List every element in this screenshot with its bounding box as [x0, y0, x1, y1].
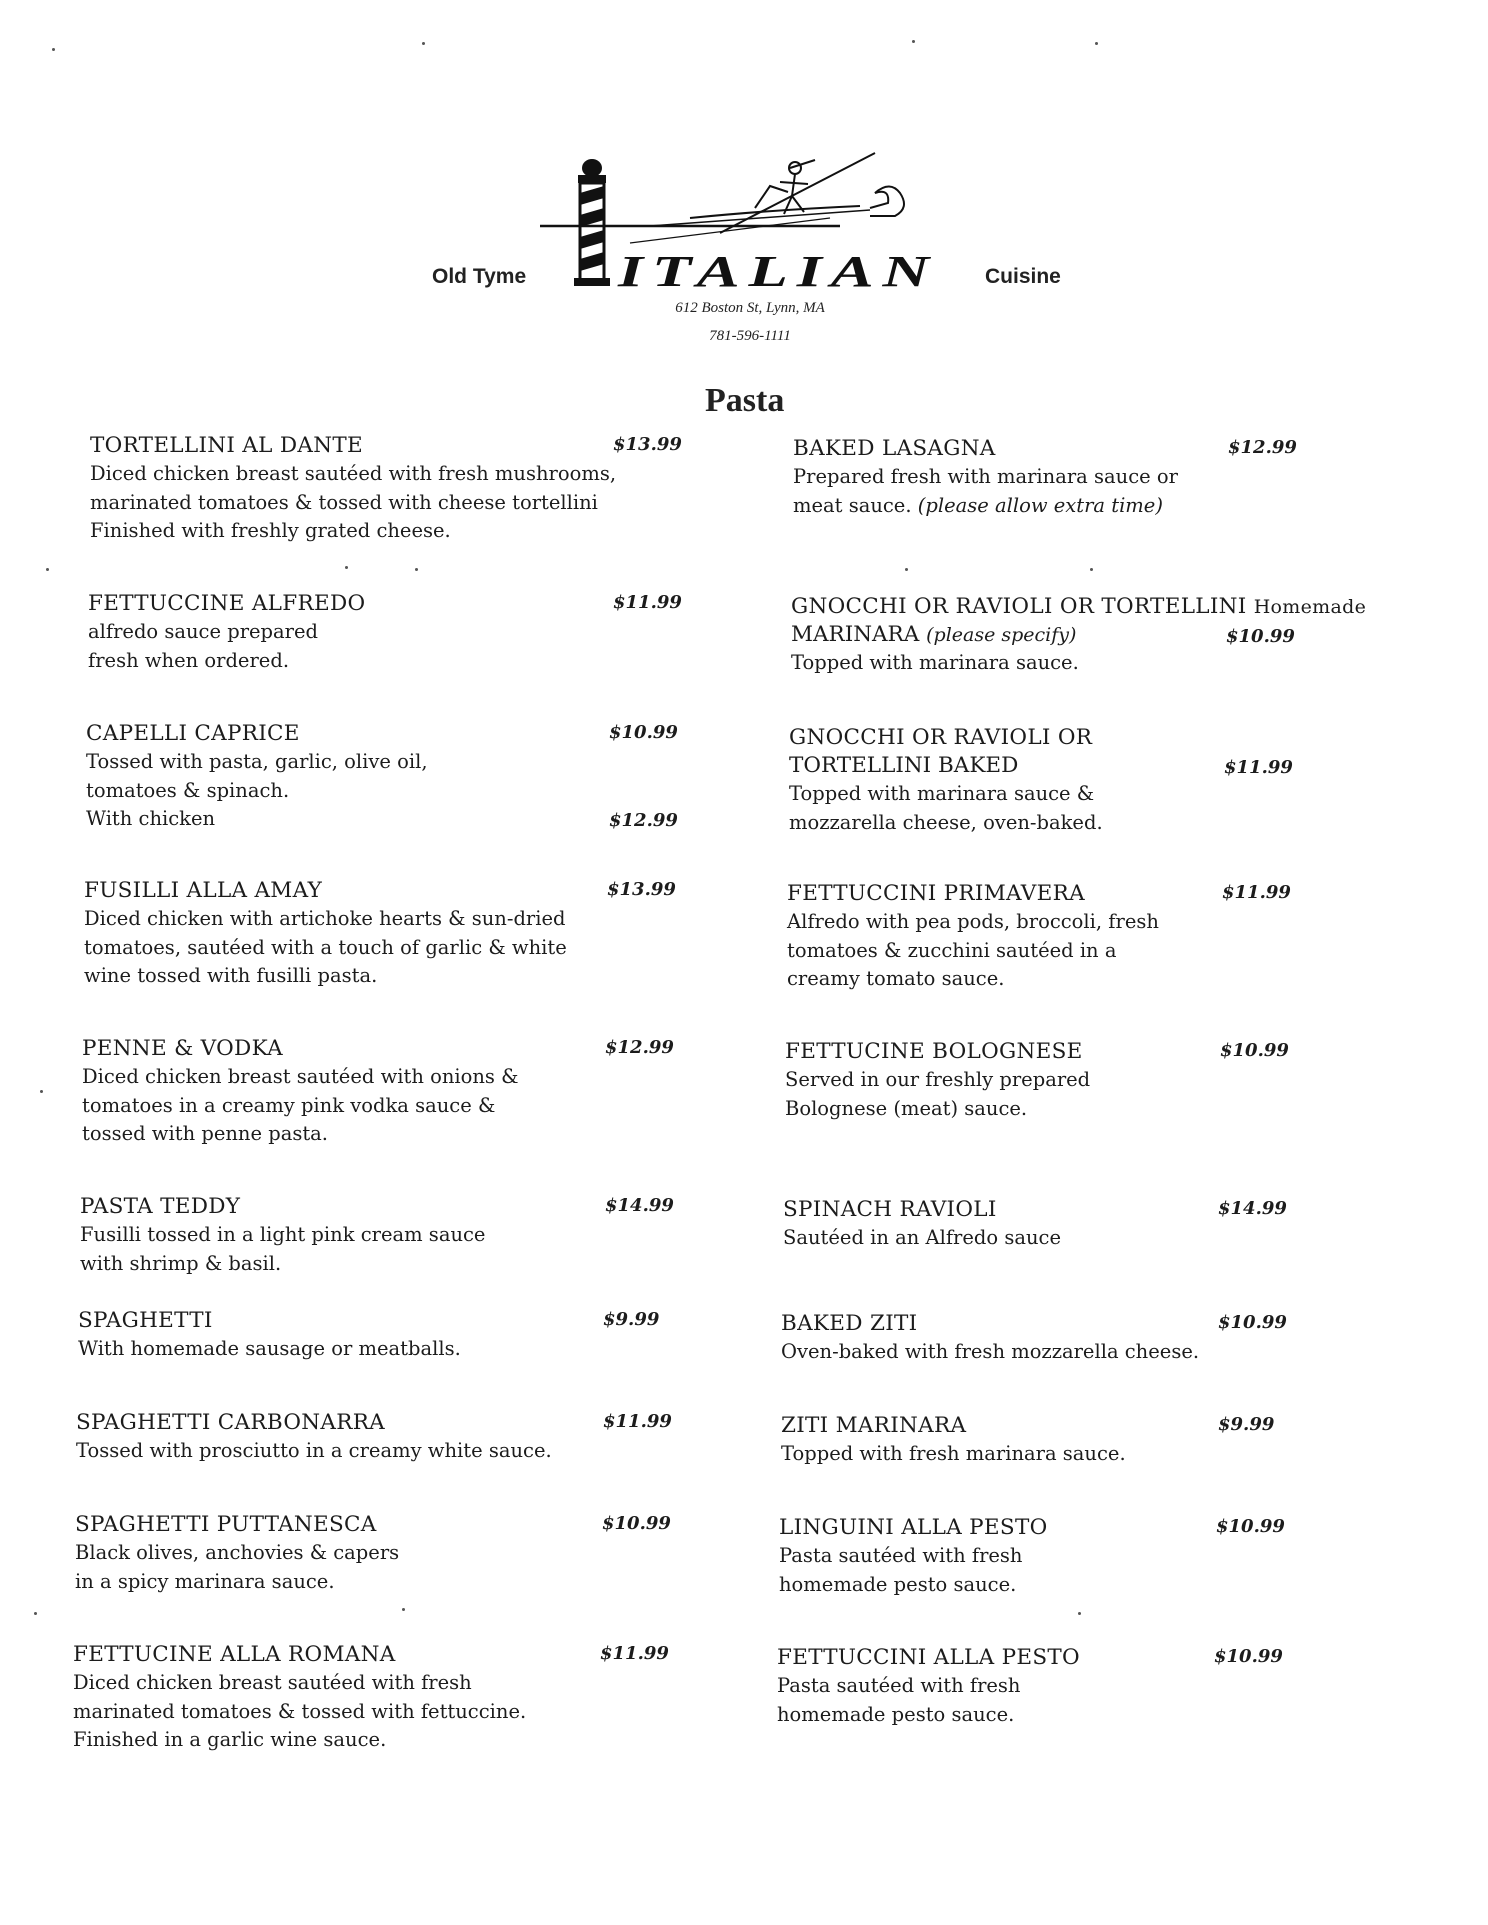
italian-logo — [540, 148, 995, 298]
item-price: $10.99 — [1220, 1040, 1289, 1061]
item-desc-line: tomatoes in a creamy pink vodka sauce & — [82, 1093, 496, 1117]
item-desc-line: marinated tomatoes & tossed with cheese tortellini — [90, 490, 598, 514]
item-desc-line: Diced chicken breast sautéed with onions & — [82, 1065, 519, 1088]
item-desc-line: Pasta sautéed with fresh — [777, 1674, 1021, 1697]
item-desc-line: tomatoes, sautéed with a touch of garlic & white — [84, 935, 567, 959]
item-desc-line: alfredo sauce prepared — [88, 620, 319, 643]
menu-item — [82, 1035, 742, 1149]
scan-speck — [402, 1608, 405, 1611]
item-desc-line: Black olives, anchovies & capers — [75, 1541, 400, 1564]
item-name: PENNE & VODKA — [82, 1036, 283, 1061]
scan-speck — [1090, 568, 1093, 571]
item-desc-line: Diced chicken breast sautéed with fresh mushrooms, — [90, 462, 617, 485]
item-desc-line: Prepared fresh with marinara sauce or — [793, 465, 1178, 488]
item-name: PASTA TEDDY — [80, 1194, 241, 1219]
menu-item — [75, 1511, 735, 1596]
item-name: LINGUINI ALLA PESTO — [779, 1515, 1048, 1540]
item-price: $10.99 — [609, 722, 678, 743]
item-name: BAKED LASAGNA — [793, 436, 996, 461]
item-name-line2-note: (please specify) — [926, 624, 1077, 646]
section-title: Pasta — [705, 382, 785, 419]
menu-item — [76, 1409, 736, 1466]
item-price: $12.99 — [1228, 437, 1297, 458]
menu-item — [73, 1641, 733, 1755]
item-desc-line: Finished in a garlic wine sauce. — [73, 1728, 387, 1751]
scan-speck — [422, 42, 425, 45]
item-desc-line: Tossed with pasta, garlic, olive oil, — [86, 750, 428, 773]
item-desc-line: tomatoes & spinach. — [86, 778, 290, 802]
item-price: $10.99 — [1226, 626, 1295, 647]
scan-speck — [905, 568, 908, 571]
item-price: $11.99 — [603, 1411, 672, 1432]
item-desc-line: Topped with marinara sauce. — [791, 651, 1079, 674]
item-desc-line: Bolognese (meat) sauce. — [785, 1096, 1028, 1120]
scan-speck — [345, 566, 348, 569]
menu-item — [779, 1514, 1439, 1599]
item-name: SPINACH RAVIOLI — [783, 1197, 997, 1222]
scan-speck — [40, 1090, 43, 1093]
item-desc-line: fresh when ordered. — [88, 648, 290, 672]
item-price: $10.99 — [1214, 1646, 1283, 1667]
item-desc-line: homemade pesto sauce. — [777, 1702, 1015, 1726]
item-price: $11.99 — [600, 1643, 669, 1664]
logo-wordmark: ITALIAN — [616, 247, 938, 296]
item-desc-line: Oven-baked with fresh mozzarella cheese. — [781, 1340, 1200, 1363]
item-desc-line: Served in our freshly prepared — [785, 1068, 1091, 1091]
barber-pole-icon — [574, 159, 610, 286]
menu-item — [787, 880, 1447, 994]
item-name-note: Homemade — [1253, 596, 1367, 618]
menu-item — [783, 1196, 1443, 1253]
item-name: ZITI MARINARA — [781, 1413, 967, 1438]
menu-item — [88, 590, 748, 675]
item-price: $10.99 — [602, 1513, 671, 1534]
item-name-line2-text: MARINARA — [791, 622, 920, 647]
item-desc-line: Topped with fresh marinara sauce. — [781, 1442, 1126, 1465]
item-desc-line: tomatoes & zucchini sautéed in a — [787, 938, 1117, 962]
item-desc-text: meat sauce. — [793, 493, 912, 517]
menu-item — [793, 435, 1453, 520]
item-name: CAPELLI CAPRICE — [86, 721, 300, 746]
item-desc-line: Fusilli tossed in a light pink cream sauce — [80, 1223, 486, 1246]
item-name: SPAGHETTI — [78, 1308, 213, 1333]
header-right-text: Cuisine — [985, 265, 1061, 288]
item-name: SPAGHETTI CARBONARRA — [76, 1410, 386, 1435]
item-price: $11.99 — [1222, 882, 1291, 903]
scan-speck — [52, 48, 55, 51]
scan-speck — [912, 40, 915, 43]
menu-item — [785, 1038, 1445, 1123]
item-price: $14.99 — [605, 1195, 674, 1216]
item-name — [791, 593, 1366, 621]
item-name: GNOCCHI OR RAVIOLI OR — [789, 725, 1093, 750]
menu-item — [90, 432, 750, 546]
item-desc-line: Tossed with prosciutto in a creamy white sauce. — [76, 1439, 552, 1462]
item-price: $13.99 — [613, 434, 682, 455]
item-name: TORTELLINI AL DANTE — [90, 433, 363, 458]
item-desc-line: with shrimp & basil. — [80, 1251, 282, 1275]
item-desc-line: Topped with marinara sauce & — [789, 782, 1095, 805]
sub-option-label: With chicken — [86, 807, 216, 830]
item-price: $9.99 — [603, 1309, 660, 1330]
item-name-text: GNOCCHI OR RAVIOLI OR TORTELLINI — [791, 594, 1247, 619]
item-desc-line: in a spicy marinara sauce. — [75, 1569, 335, 1593]
item-name: FETTUCCINI ALLA PESTO — [777, 1645, 1080, 1670]
item-desc-line: wine tossed with fusilli pasta. — [84, 964, 378, 987]
header-left-text: Old Tyme — [432, 265, 527, 288]
menu-item — [777, 1644, 1437, 1729]
item-desc-note: (please allow extra time) — [917, 493, 1163, 517]
item-desc-line: Diced chicken with artichoke hearts & sun-dried — [84, 907, 566, 930]
menu-item — [86, 720, 746, 834]
item-price: $11.99 — [613, 592, 682, 613]
item-name: FETTUCCINE ALFREDO — [88, 591, 366, 616]
item-price: $11.99 — [1224, 757, 1293, 778]
item-desc-line: Pasta sautéed with fresh — [779, 1544, 1023, 1567]
item-desc-line: Alfredo with pea pods, broccoli, fresh — [787, 910, 1159, 933]
item-desc-line: creamy tomato sauce. — [787, 967, 1005, 990]
item-name-line2-text: TORTELLINI BAKED — [789, 753, 1019, 778]
item-name-line-2 — [791, 621, 1451, 649]
item-name-line-2 — [789, 752, 1449, 780]
scan-speck — [415, 568, 418, 571]
menu-item — [781, 1310, 1441, 1367]
menu-item — [791, 593, 1451, 678]
menu-item — [781, 1412, 1441, 1469]
phone-number: 781-596-1111 — [709, 328, 791, 344]
scan-speck — [1078, 1612, 1081, 1615]
scan-speck — [1095, 42, 1098, 45]
item-price: $12.99 — [605, 1037, 674, 1058]
item-desc-line: With homemade sausage or meatballs. — [78, 1337, 461, 1360]
menu-item — [789, 724, 1449, 837]
item-name: BAKED ZITI — [781, 1311, 918, 1336]
item-name: FETTUCINE ALLA ROMANA — [73, 1642, 396, 1667]
item-name: FETTUCCINI PRIMAVERA — [787, 881, 1085, 906]
sub-option-price: $12.99 — [609, 810, 678, 831]
menu-item — [84, 877, 744, 991]
scan-speck — [34, 1612, 37, 1615]
menu-item — [80, 1193, 740, 1278]
item-desc-line: Finished with freshly grated cheese. — [90, 519, 451, 542]
item-price: $9.99 — [1218, 1414, 1275, 1435]
item-desc-line: marinated tomatoes & tossed with fettuccine. — [73, 1699, 527, 1723]
item-name: FETTUCINE BOLOGNESE — [785, 1039, 1083, 1064]
scan-speck — [46, 568, 49, 571]
item-desc-line: Diced chicken breast sautéed with fresh — [73, 1671, 472, 1694]
item-name: SPAGHETTI PUTTANESCA — [75, 1512, 377, 1537]
item-desc-line: mozzarella cheese, oven-baked. — [789, 810, 1103, 834]
item-price: $13.99 — [607, 879, 676, 900]
item-price: $14.99 — [1218, 1198, 1287, 1219]
item-price: $10.99 — [1218, 1312, 1287, 1333]
item-name: FUSILLI ALLA AMAY — [84, 878, 323, 903]
item-desc-line — [793, 492, 1453, 521]
menu-item — [78, 1307, 738, 1364]
item-desc-line: tossed with penne pasta. — [82, 1122, 328, 1145]
item-desc-line: homemade pesto sauce. — [779, 1572, 1017, 1596]
item-sub-option — [86, 805, 746, 834]
item-price: $10.99 — [1216, 1516, 1285, 1537]
address: 612 Boston St, Lynn, MA — [675, 300, 825, 316]
item-desc-line: Sautéed in an Alfredo sauce — [783, 1226, 1061, 1249]
